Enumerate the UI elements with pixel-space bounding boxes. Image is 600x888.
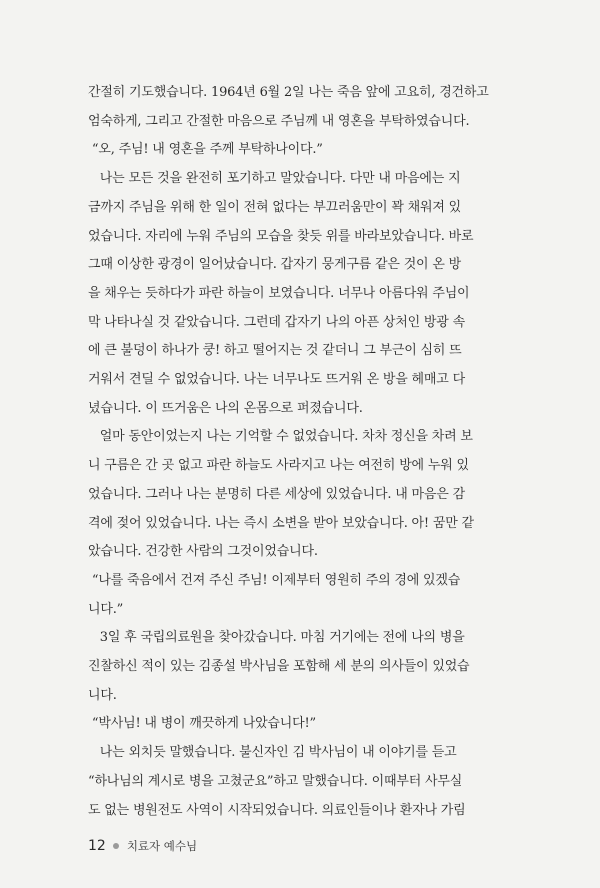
text-line: 간절히 기도했습니다. 1964년 6월 2일 나는 죽음 앞에 고요히, 경건하고 — [88, 85, 489, 100]
text-line: 거워서 견딜 수 없었습니다. 나는 너무나도 뜨거워 온 방을 헤매고 다 — [88, 372, 465, 388]
text-line: “박사님! 내 병이 깨끗하게 나았습니다!” — [88, 716, 316, 732]
text-line: 녔습니다. 이 뜨거움은 나의 온몸으로 퍼졌습니다. — [88, 400, 363, 416]
text-line: “하나님의 계시로 병을 고쳤군요”하고 말했습니다. 이때부터 사무실 — [88, 773, 463, 789]
text-line: 에 큰 불덩이 하나가 쿵! 하고 떨어지는 것 같더니 그 부근이 심히 뜨 — [88, 343, 462, 359]
text-line: 그때 이상한 광경이 일어났습니다. 갑자기 뭉게구름 같은 것이 온 방 — [88, 257, 461, 273]
text-line: 나는 외치듯 말했습니다. 불신자인 김 박사님이 내 이야기를 듣고 — [88, 745, 457, 761]
text-line: 3일 후 국립의료원을 찾아갔습니다. 마침 거기에는 전에 나의 병을 — [88, 630, 465, 646]
text-line: 니다. — [88, 687, 117, 703]
text-line: 진찰하신 적이 있는 김종설 박사님을 포함해 세 분의 의사들이 있었습 — [88, 659, 470, 675]
text-line: 었습니다. 그러나 나는 분명히 다른 세상에 있었습니다. 내 마음은 감 — [88, 486, 465, 502]
text-line: 금까지 주님을 위해 한 일이 전혀 없다는 부끄러움만이 꽉 채워져 있 — [88, 199, 461, 215]
page-footer — [88, 838, 197, 854]
text-line: “나를 죽음에서 건져 주신 주님! 이제부터 영원히 주의 경에 있겠습 — [88, 572, 461, 588]
text-line: 았습니다. 건강한 사람의 그것이었습니다. — [88, 544, 318, 560]
text-line: 엄숙하게, 그리고 간절한 마음으로 주님께 내 영혼을 부탁하였습니다. — [88, 113, 470, 129]
body-text — [88, 79, 522, 825]
text-line: 나는 모든 것을 완전히 포기하고 말았습니다. 다만 내 마음에는 지 — [88, 171, 461, 187]
bullet-dot-icon — [113, 843, 119, 849]
text-line: 도 없는 병원전도 사역이 시작되었습니다. 의료인들이나 환자나 가림 — [88, 802, 466, 818]
text-line: 을 채우는 듯하다가 파란 하늘이 보였습니다. 너무나 아름다워 주님이 — [88, 285, 470, 301]
text-line: 얼마 동안이었는지 나는 기억할 수 없었습니다. 차차 정신을 차려 보 — [88, 429, 473, 445]
text-line: 격에 젖어 있었습니다. 나는 즉시 소변을 받아 보았습니다. 아! 꿈만 같 — [88, 515, 474, 531]
text-line: 었습니다. 자리에 누워 주님의 모습을 찾듯 위를 바라보았습니다. 바로 — [88, 228, 474, 244]
text-line: “오, 주님! 내 영혼을 주께 부탁하나이다.” — [88, 142, 323, 158]
page-number: 12 — [88, 838, 106, 854]
text-line: 니다.” — [88, 601, 124, 617]
running-title: 치료자 예수님 — [126, 839, 198, 853]
text-line: 막 나타나실 것 같았습니다. 그런데 갑자기 나의 아픈 상처인 방광 속 — [88, 314, 465, 330]
text-line: 니 구름은 간 곳 없고 파란 하늘도 사라지고 나는 여전히 방에 누워 있 — [88, 458, 469, 474]
